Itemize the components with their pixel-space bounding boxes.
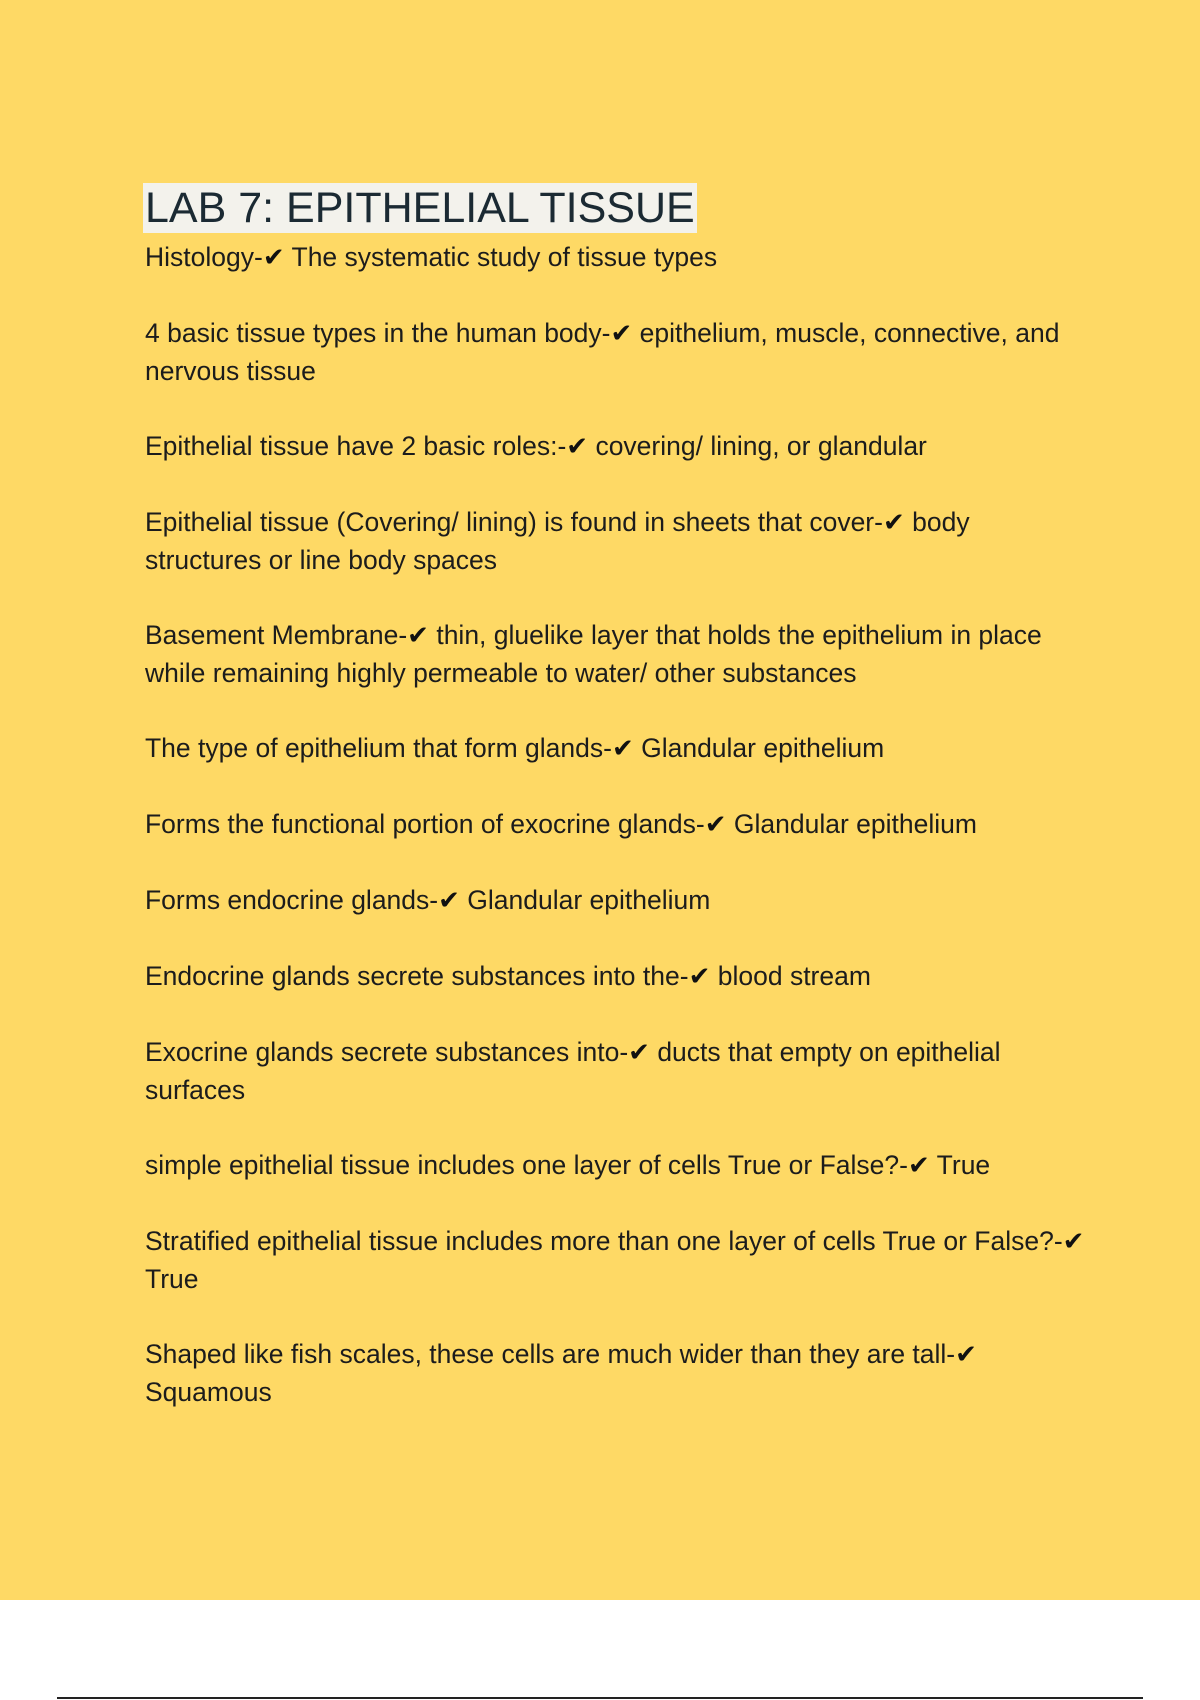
flashcard-entry <box>145 315 1085 390</box>
checkmark-icon: ✔ <box>262 243 285 273</box>
flashcard-entry <box>145 617 1085 692</box>
flashcard-answer: ducts that empty on epithelial surfaces <box>145 1037 1001 1105</box>
flashcard-answer: epithelium, muscle, connective, and nervous tissue <box>145 318 1060 386</box>
flashcard-entry <box>145 882 1085 920</box>
checkmark-icon: ✔ <box>688 962 711 992</box>
checkmark-icon: ✔ <box>1062 1227 1085 1257</box>
checkmark-icon: ✔ <box>611 734 634 764</box>
document-content <box>145 183 1085 1449</box>
flashcard-term: Histology- <box>145 242 263 272</box>
flashcard-entry <box>145 958 1085 996</box>
flashcard-answer: Glandular epithelium <box>633 733 885 763</box>
flashcard-term: Exocrine glands secrete substances into- <box>145 1037 629 1067</box>
flashcard-entry <box>145 730 1085 768</box>
checkmark-icon: ✔ <box>628 1038 650 1068</box>
checkmark-icon: ✔ <box>438 886 460 916</box>
flashcard-term: Forms endocrine glands- <box>145 885 439 915</box>
flashcard-answer: body structures or line body spaces <box>145 507 970 575</box>
flashcard-term: Forms the functional portion of exocrine glands- <box>145 809 705 839</box>
checkmark-icon: ✔ <box>955 1340 977 1370</box>
flashcard-entry <box>145 806 1085 844</box>
flashcard-term: Endocrine glands secrete substances into the- <box>145 961 689 991</box>
flashcard-term: 4 basic tissue types in the human body- <box>145 318 611 348</box>
checkmark-icon: ✔ <box>407 621 429 651</box>
flashcard-term: Basement Membrane- <box>145 620 408 650</box>
checkmark-icon: ✔ <box>566 432 589 462</box>
page-title: LAB 7: EPITHELIAL TISSUE <box>145 184 695 232</box>
flashcard-entry <box>145 504 1085 579</box>
flashcard-entry <box>145 239 1085 277</box>
checkmark-icon: ✔ <box>704 810 727 840</box>
flashcard-answer: True <box>929 1150 991 1180</box>
flashcard-answer: Glandular epithelium <box>459 885 711 915</box>
flashcard-answer: The systematic study of tissue types <box>284 242 718 272</box>
flashcard-answer: thin, gluelike layer that holds the epithelium in place while remaining highly permeable to water/ other substances <box>145 620 1042 688</box>
flashcard-entry <box>145 1147 1085 1185</box>
flashcard-term: simple epithelial tissue includes one layer of cells True or False?- <box>145 1150 908 1180</box>
checkmark-icon: ✔ <box>882 508 905 538</box>
flashcard-answer: Glandular epithelium <box>726 809 977 839</box>
bottom-rule <box>57 1697 1143 1699</box>
flashcard-term: Shaped like fish scales, these cells are much wider than they are tall- <box>145 1339 956 1369</box>
flashcard-term: Epithelial tissue (Covering/ lining) is found in sheets that cover- <box>145 507 883 537</box>
flashcard-entry <box>145 1223 1085 1298</box>
flashcard-term: Epithelial tissue have 2 basic roles:- <box>145 431 567 461</box>
checkmark-icon: ✔ <box>610 319 633 349</box>
flashcard-answer: True <box>145 1264 199 1294</box>
flashcard-entry <box>145 1336 1085 1411</box>
flashcard-answer: Squamous <box>145 1377 272 1407</box>
flashcard-answer: covering/ lining, or glandular <box>588 431 927 461</box>
flashcard-list <box>145 239 1085 1411</box>
checkmark-icon: ✔ <box>907 1151 930 1181</box>
flashcard-entry <box>145 428 1085 466</box>
flashcard-entry <box>145 1034 1085 1109</box>
flashcard-term: Stratified epithelial tissue includes more than one layer of cells True or False?- <box>145 1226 1063 1256</box>
flashcard-answer: blood stream <box>710 961 871 991</box>
flashcard-term: The type of epithelium that form glands- <box>145 733 612 763</box>
